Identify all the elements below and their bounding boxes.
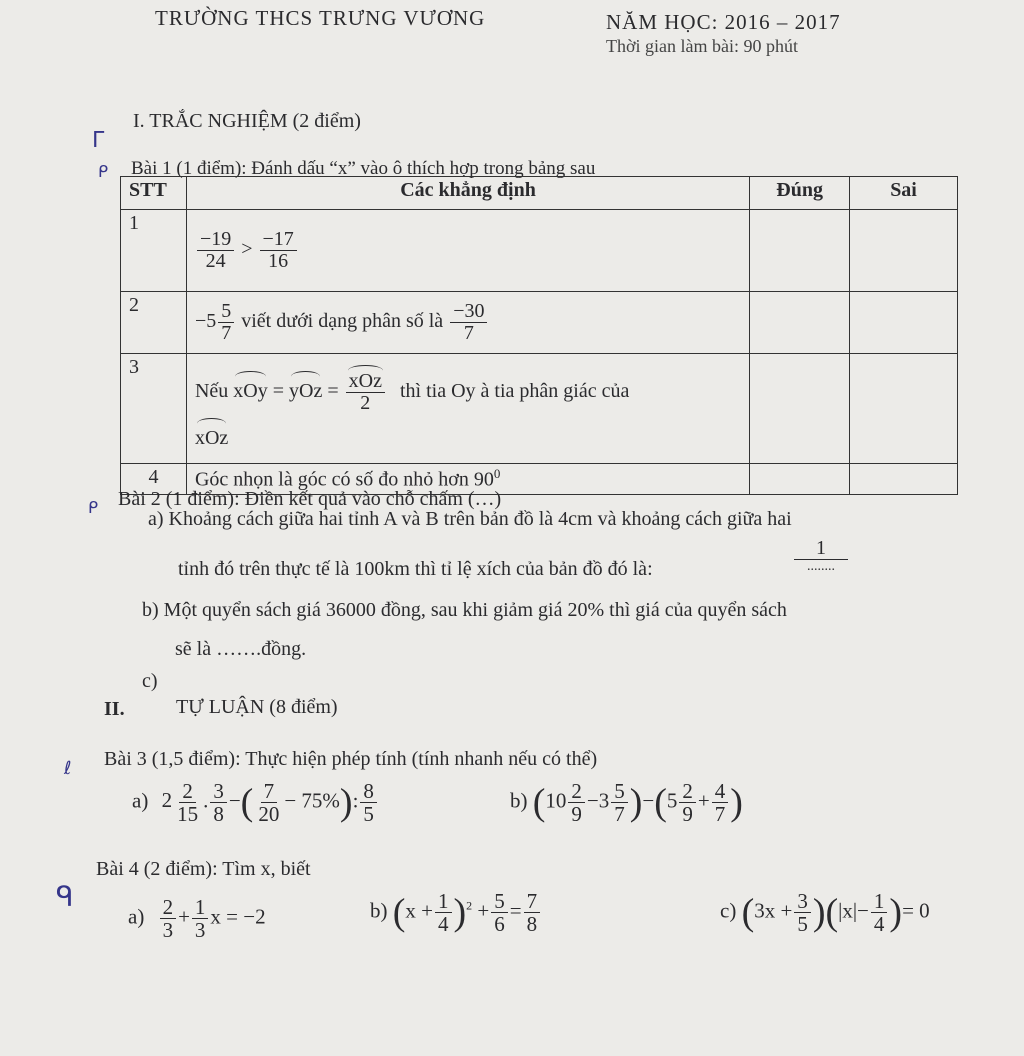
bai2-a-line2: tỉnh đó trên thực tế là 100km thì tỉ lệ xích của bản đồ đó là: bbox=[178, 558, 653, 580]
part-label: b) bbox=[510, 788, 528, 813]
bai4-a: a) $\frac{2}{3}$ + $\frac{1}{3}$ x = −2 bbox=[128, 895, 266, 943]
denominator: 2 bbox=[360, 392, 371, 414]
fraction bbox=[346, 371, 385, 414]
denominator: 7 bbox=[221, 322, 232, 344]
denominator: 24 bbox=[205, 250, 226, 272]
fraction bbox=[450, 301, 487, 344]
bai2-a-answer-fraction bbox=[792, 538, 850, 575]
part-label: c) bbox=[720, 898, 737, 923]
fraction bbox=[197, 229, 234, 272]
fraction bbox=[218, 301, 234, 344]
bai2-c-label: c) bbox=[142, 670, 158, 692]
true-checkbox-cell[interactable] bbox=[750, 210, 850, 292]
column-header-stt: STT bbox=[121, 177, 187, 210]
school-name: TRƯỜNG THCS TRƯNG VƯƠNG bbox=[155, 6, 486, 30]
handwritten-mark-1: ᒥ bbox=[92, 128, 105, 153]
denominator: 16 bbox=[268, 250, 289, 272]
false-checkbox-cell[interactable] bbox=[850, 464, 958, 495]
bai3-b: b) (10 $\frac{2}{9}$ −3 $\frac{5}{7}$ )−(5 $\frac{2}{9}$ + $\frac{4}{7}$ ) bbox=[510, 779, 743, 827]
answer-blank[interactable]: ........ bbox=[807, 559, 835, 574]
bai2-title: Bài 2 (1 điểm): Điền kết quả vào chỗ chấm (…) bbox=[118, 488, 502, 510]
bai4-title: Bài 4 (2 điểm): Tìm x, biết bbox=[96, 858, 311, 880]
true-checkbox-cell[interactable] bbox=[750, 292, 850, 354]
table-header-row bbox=[121, 177, 958, 210]
section-1-title: I. TRẮC NGHIỆM (2 điểm) bbox=[133, 110, 361, 132]
section-2-title: TỰ LUẬN (8 điểm) bbox=[176, 696, 338, 718]
column-header-statement: Các khẳng định bbox=[186, 177, 749, 210]
handwritten-mark-2: ᑭ bbox=[98, 162, 109, 181]
answer-fraction bbox=[794, 538, 848, 575]
table-row bbox=[121, 354, 958, 464]
statement-cell: Nếu xOy = yOz = $\frac{\text{xOz}}{2}$ thì tia Oy à tia phân giác của xOz bbox=[186, 354, 749, 464]
angle-yoz: yOz bbox=[289, 377, 322, 405]
statement-text: Góc nhọn là góc có số đo nhỏ hơn 90 bbox=[194, 468, 494, 491]
exam-duration: Thời gian làm bài: 90 phút bbox=[606, 36, 798, 56]
fraction bbox=[260, 229, 297, 272]
row-number: 1 bbox=[121, 210, 187, 292]
degree-superscript: 0 bbox=[493, 466, 501, 481]
false-checkbox-cell[interactable] bbox=[850, 210, 958, 292]
row-number: 3 bbox=[121, 354, 187, 464]
table-row bbox=[121, 292, 958, 354]
section-2-roman: II. bbox=[104, 698, 125, 720]
bai3-title: Bài 3 (1,5 điểm): Thực hiện phép tính (tính nhanh nếu có thể) bbox=[104, 748, 598, 770]
part-label: b) bbox=[370, 898, 388, 923]
part-label: a) bbox=[132, 788, 149, 813]
numerator: −17 bbox=[260, 229, 297, 251]
statement-prefix: Nếu bbox=[194, 380, 229, 403]
numerator: −19 bbox=[197, 229, 234, 251]
angle-xoy: xOy bbox=[233, 377, 267, 405]
handwritten-mark-5: ᑫ bbox=[56, 880, 74, 913]
bai2-a-line1: a) Khoảng cách giữa hai tỉnh A và B trên bản đồ là 4cm và khoảng cách giữa hai bbox=[148, 508, 792, 530]
column-header-true: Đúng bbox=[750, 177, 850, 210]
equals-sign: = bbox=[272, 380, 285, 403]
statement-cell bbox=[186, 292, 749, 354]
statement-text: thì tia Oy à tia phân giác của bbox=[399, 380, 630, 403]
true-false-table bbox=[120, 176, 958, 495]
bai1-title: Bài 1 (1 điểm): Đánh dấu “x” vào ô thích hợp trong bảng sau bbox=[131, 158, 596, 179]
statement-text: viết dưới dạng phân số là bbox=[241, 310, 444, 333]
column-header-false: Sai bbox=[850, 177, 958, 210]
part-label: a) bbox=[128, 904, 145, 929]
bai3-a: a) 2 $\frac{2}{15}$ . $\frac{3}{8}$ −( $\frac{7}{20}$ − 75%): $\frac{8}{5}$ bbox=[132, 780, 379, 825]
numerator: xOz bbox=[346, 371, 385, 393]
true-checkbox-cell[interactable] bbox=[750, 354, 850, 464]
numerator: 5 bbox=[218, 301, 234, 323]
bai4-c: c) (3x + $\frac{3}{5}$ )(|x|− $\frac{1}{4}$ )= 0 bbox=[720, 889, 930, 937]
false-checkbox-cell[interactable] bbox=[850, 292, 958, 354]
table-row bbox=[121, 210, 958, 292]
statement-cell bbox=[186, 210, 749, 292]
operator: > bbox=[241, 238, 253, 261]
bai2-b-line1: b) Một quyển sách giá 36000 đồng, sau khi giảm giá 20% thì giá của quyển sách bbox=[142, 599, 787, 621]
bai4-b: b) (x + $\frac{1}{4}$ )$^2$ + $\frac{5}{6}$ = $\frac{7}{8}$ bbox=[370, 890, 542, 935]
mixed-whole: −5 bbox=[194, 310, 217, 333]
true-checkbox-cell[interactable] bbox=[750, 464, 850, 495]
false-checkbox-cell[interactable] bbox=[850, 354, 958, 464]
angle-xoz: xOz bbox=[195, 424, 228, 452]
numerator: 1 bbox=[794, 538, 848, 560]
row-number: 4 bbox=[121, 464, 187, 495]
handwritten-mark-3: ᑭ bbox=[88, 498, 99, 517]
bai2-b-line2: sẽ là …….đồng. bbox=[175, 638, 307, 660]
school-year: NĂM HỌC: 2016 – 2017 bbox=[606, 10, 841, 34]
denominator: 7 bbox=[463, 322, 474, 344]
handwritten-mark-4: ℓ bbox=[64, 758, 72, 779]
row-number: 2 bbox=[121, 292, 187, 354]
numerator: −30 bbox=[450, 301, 487, 323]
